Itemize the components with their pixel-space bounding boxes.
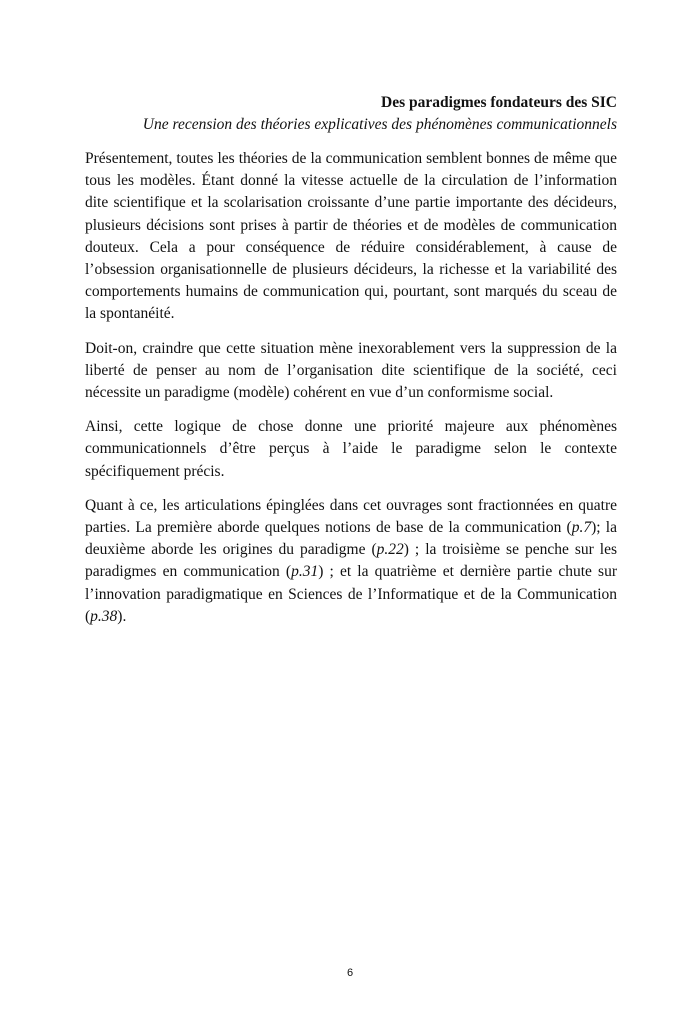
page-reference-2: p.22 <box>376 541 404 559</box>
paragraph-4-text-1: Quant à ce, les articulations épinglées dans cet ouvrages sont fractionnées en quatre parties. La première aborde quelques notions de base de la communication ( <box>85 496 617 537</box>
page-reference-1: p.7 <box>571 519 592 537</box>
page-content <box>85 92 617 640</box>
paragraph-2: Doit-on, craindre que cette situation mène inexorablement vers la suppression de la liberté de penser au nom de l’organisation dite scientifique de la société, ceci nécessite un paradigme (modèle) cohérent en vue d’un conformisme social. <box>85 339 617 402</box>
paragraph-1: Présentement, toutes les théories de la communication semblent bonnes de même que tous les modèles. Étant donné la vitesse actuelle de la circulation de l’information dite scientifique et la scolarisation croissante d’une partie importante des décideurs, plusieurs décisions sont prises à partir de théories et de modèles de communication douteux. Cela a pour conséquence de réduire considérablement, à cause de l’obsession organisationnelle de plusieurs décideurs, la richesse et la variabilité des comportements humains de communication qui, pourtant, sont marqués du sceau de la spontanéité. <box>85 150 617 323</box>
paragraph-3: Ainsi, cette logique de chose donne une priorité majeure aux phénomènes communicationnels d’être perçus à l’aide le paradigme selon le contexte spécifiquement précis. <box>85 418 617 480</box>
running-subtitle: Une recension des théories explicatives des phénomènes communicationnels <box>142 116 617 133</box>
paragraph-4-text-2: ); la deuxième aborde les origines du paradigme ( <box>85 519 617 559</box>
page-number: 6 <box>346 967 354 979</box>
paragraph-4-text-3: ) ; la troisième se penche sur les paradigmes en communication ( <box>85 541 618 581</box>
paragraph-4-text-5: ). <box>117 607 127 625</box>
paragraph-4 <box>85 495 617 628</box>
running-title: Des paradigmes fondateurs des SIC <box>381 94 617 111</box>
page-reference-3: p.31 <box>291 563 319 581</box>
paragraph-4-text-4: ) ; et la quatrième et dernière partie chute sur l’innovation paradigmatique en Sciences de l’Informatique et de la Communication ( <box>85 563 617 625</box>
page-reference-4: p.38 <box>90 607 118 625</box>
